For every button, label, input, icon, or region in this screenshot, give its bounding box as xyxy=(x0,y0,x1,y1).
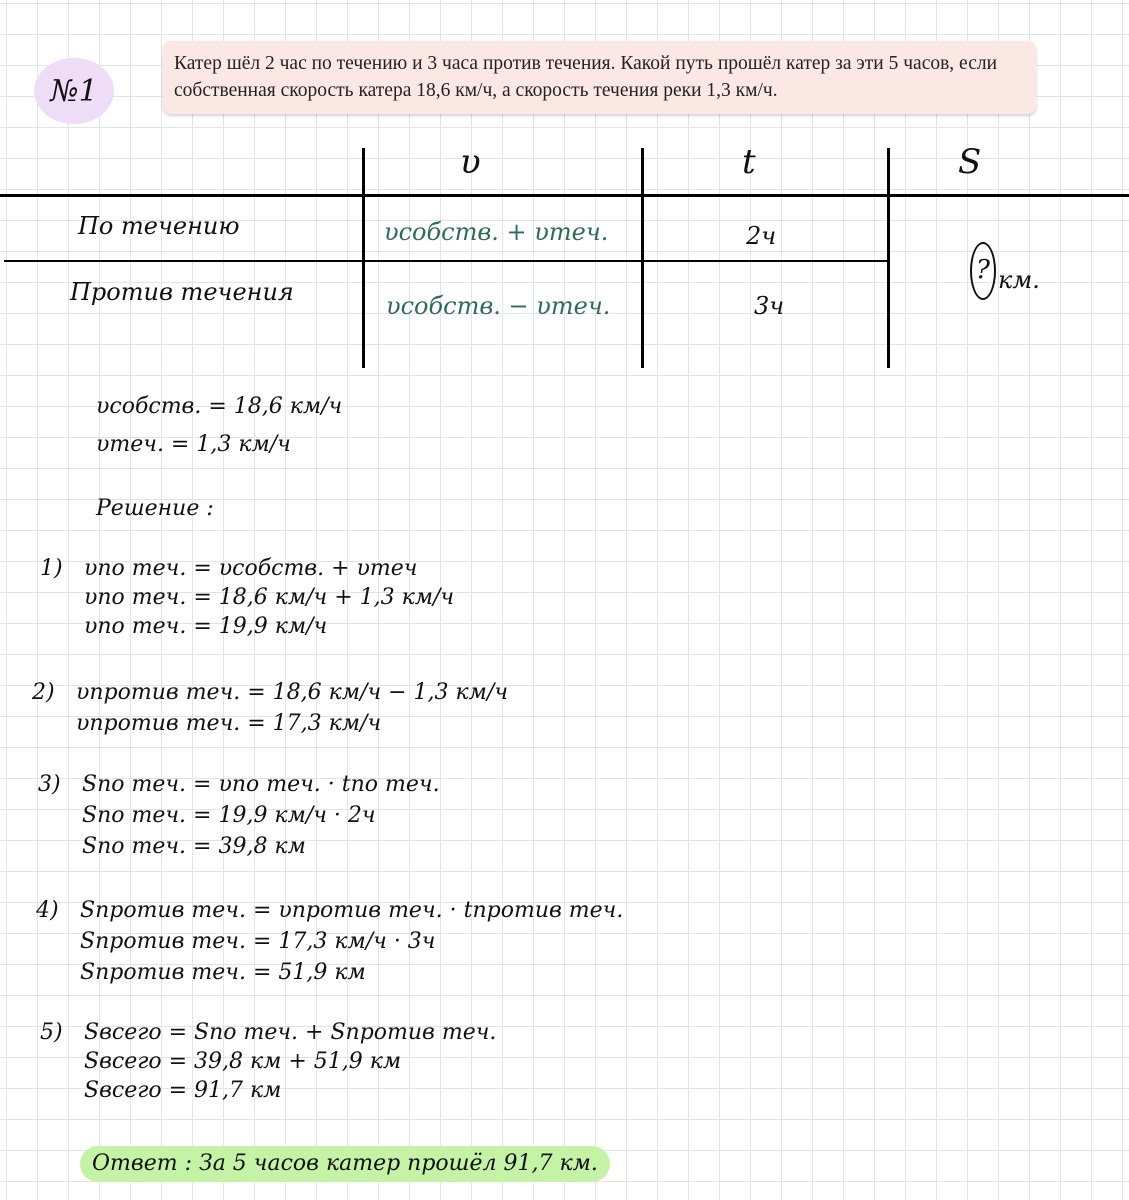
step-number: 5) xyxy=(40,1020,63,1045)
step-5 xyxy=(40,1020,496,1103)
step-number: 3) xyxy=(38,772,61,797)
unknown-symbol: ? xyxy=(976,255,990,285)
step-line: Sвсего = 91,7 км xyxy=(84,1078,282,1103)
step-line: Sпо теч. = υпо теч. · tпо теч. xyxy=(82,772,440,797)
answer-highlight xyxy=(80,1146,610,1182)
step-line: υпротив теч. = 18,6 км/ч − 1,3 км/ч xyxy=(76,680,509,705)
step-line: Sвсего = Sпо теч. + Sпротив теч. xyxy=(84,1020,497,1045)
step-2 xyxy=(32,680,508,736)
step-line: Sпротив теч. = υпротив теч. · tпротив теч. xyxy=(80,898,624,923)
step-line: Sпротив теч. = 51,9 км xyxy=(80,960,366,985)
table-header-speed: υ xyxy=(460,142,481,182)
task-statement: Катер шёл 2 час по течению и 3 часа против течения. Какой путь прошёл катер за эти 5 часов, если собственная скорость катера 18,6 км/ч, а скорость течения реки 1,3 км/ч. xyxy=(163,41,1036,114)
step-line: υпо теч. = 19,9 км/ч xyxy=(84,614,328,639)
table-row-label-upstream: Против течения xyxy=(70,278,294,306)
table-row-speed-upstream: υсобств. − υтеч. xyxy=(386,292,611,320)
step-line: υпо теч. = υсобств. + υтеч xyxy=(84,556,418,581)
table-line-col1 xyxy=(362,148,365,368)
distance-unit: км. xyxy=(998,266,1040,294)
step-4 xyxy=(36,898,623,985)
table-line-row-divider xyxy=(4,260,890,262)
problem-number: №1 xyxy=(50,73,98,109)
step-number: 1) xyxy=(40,556,63,581)
answer-text: Ответ : За 5 часов катер прошёл 91,7 км. xyxy=(92,1151,598,1176)
table-line-col2 xyxy=(641,148,644,368)
step-1 xyxy=(40,556,454,639)
step-3 xyxy=(38,772,440,859)
table-row-speed-downstream: υсобств. + υтеч. xyxy=(384,218,609,246)
table-header-distance: S xyxy=(958,142,982,182)
solution-heading: Решение : xyxy=(96,496,214,521)
unknown-distance-circle xyxy=(970,242,996,300)
given-current-speed: υтеч. = 1,3 км/ч xyxy=(96,432,291,457)
table-line-header xyxy=(0,194,1129,197)
table-row-label-downstream: По течению xyxy=(78,212,240,240)
step-line: υпо теч. = 18,6 км/ч + 1,3 км/ч xyxy=(84,585,455,610)
given-own-speed: υсобств. = 18,6 км/ч xyxy=(96,394,343,419)
step-number: 2) xyxy=(32,680,55,705)
step-number: 4) xyxy=(36,898,59,923)
table-line-col3 xyxy=(887,148,890,368)
step-line: Sпо теч. = 39,8 км xyxy=(82,834,306,859)
table-row-time-upstream: 3ч xyxy=(754,292,785,320)
table-row-time-downstream: 2ч xyxy=(746,222,777,250)
table-header-time: t xyxy=(742,142,756,182)
step-line: Sпротив теч. = 17,3 км/ч · 3ч xyxy=(80,929,436,954)
step-line: Sвсего = 39,8 км + 51,9 км xyxy=(84,1049,402,1074)
step-line: Sпо теч. = 19,9 км/ч · 2ч xyxy=(82,803,376,828)
problem-number-badge xyxy=(34,58,114,124)
step-line: υпротив теч. = 17,3 км/ч xyxy=(76,711,382,736)
